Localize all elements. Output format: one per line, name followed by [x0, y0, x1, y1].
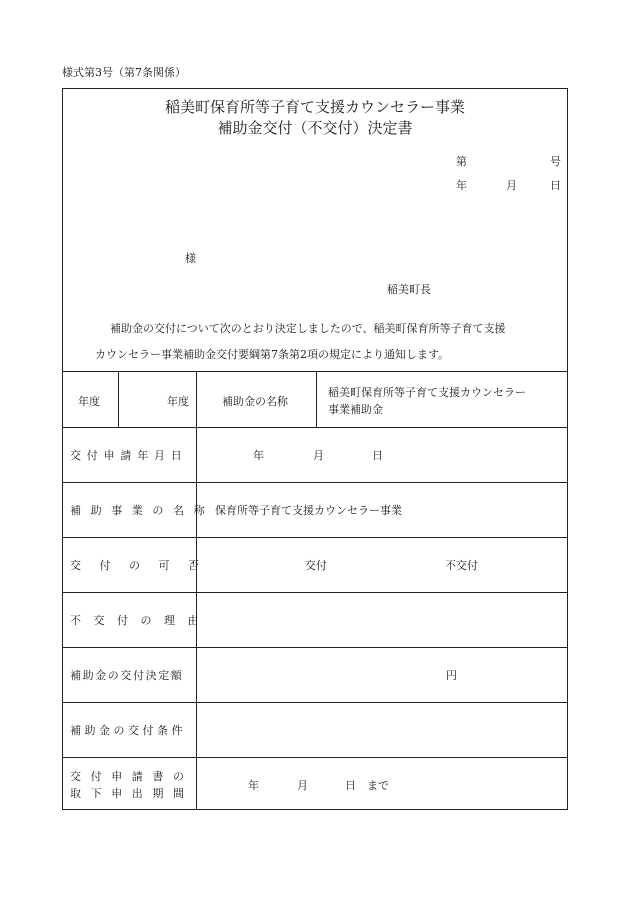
withdrawal-period-label-line2: 取下申出期間: [70, 787, 194, 800]
doc-number-prefix: 第: [456, 155, 467, 168]
doc-number-suffix: 号: [550, 155, 561, 168]
withdrawal-period-label-line1: 交付申請書の: [70, 770, 194, 783]
name-column-divider: [316, 371, 317, 427]
approval-option-deny: 不交付: [445, 559, 478, 572]
label-column-divider: [196, 371, 197, 810]
body-text-line1: 補助金の交付について次のとおり決定しましたので、稲美町保育所等子育て支援: [110, 322, 506, 335]
subsidy-name-value-line2: 事業補助金: [328, 403, 383, 416]
withdrawal-month: 月: [297, 779, 308, 792]
issuer-name: 稲美町長: [387, 283, 431, 296]
row-divider: [62, 592, 568, 593]
date-day: 日: [550, 179, 561, 192]
table-top-border: [62, 371, 568, 372]
grant-conditions-label: 補助金の交付条件: [70, 724, 186, 737]
row-divider: [62, 482, 568, 483]
denial-reason-label: 不交付の理由: [70, 614, 211, 627]
application-date-day: 日: [372, 449, 383, 462]
document-title-line1: 稲美町保育所等子育て支援カウンセラー事業: [164, 98, 465, 116]
body-text-line2: カウンセラー事業補助金交付要綱第7条第2項の規定により通知します。: [95, 348, 450, 361]
subsidy-name-value-line1: 稲美町保育所等子育て支援カウンセラー: [328, 386, 526, 399]
form-number-label: 様式第3号（第7条関係）: [62, 66, 186, 79]
fiscal-year-label: 年度: [78, 395, 100, 408]
approval-option-grant: 交付: [305, 559, 327, 572]
withdrawal-year: 年: [248, 779, 259, 792]
fiscal-year-divider: [118, 371, 119, 427]
row-divider: [62, 647, 568, 648]
document-title-line2: 補助金交付（不交付）決定書: [217, 119, 413, 137]
subsidy-name-label: 補助金の名称: [222, 395, 288, 408]
approval-label: 交付の可否: [70, 559, 218, 572]
row-divider: [62, 757, 568, 758]
date-month: 月: [506, 179, 517, 192]
row-divider: [62, 427, 568, 428]
row-divider: [62, 702, 568, 703]
fiscal-year-value: 年度: [167, 395, 189, 408]
project-name-label: 補助事業の名称: [70, 504, 215, 517]
date-year: 年: [456, 179, 467, 192]
decision-amount-unit: 円: [446, 669, 457, 682]
row-divider: [62, 537, 568, 538]
addressee-suffix: 様: [185, 252, 196, 265]
application-date-label: 交付申請年月日: [70, 449, 188, 462]
decision-amount-label: 補助金の交付決定額: [70, 669, 184, 682]
application-date-year: 年: [253, 449, 264, 462]
project-name-value: 保育所等子育て支援カウンセラー事業: [215, 504, 402, 517]
withdrawal-day-until: 日 まで: [345, 779, 389, 792]
application-date-month: 月: [313, 449, 324, 462]
